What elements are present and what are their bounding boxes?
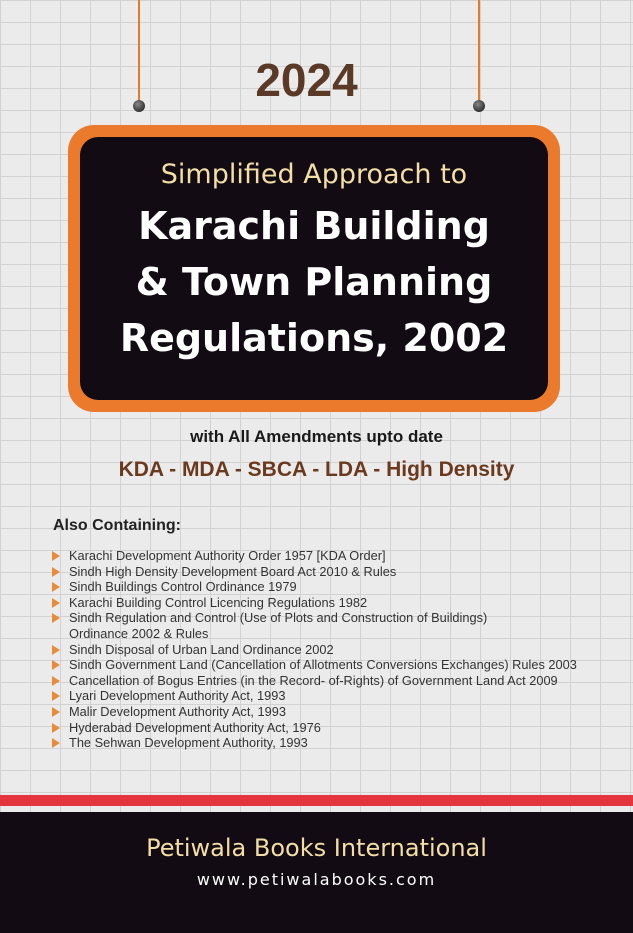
list-item (51, 579, 621, 595)
list-item (51, 720, 621, 736)
triangle-bullet-icon (52, 582, 60, 592)
list-item-text: Sindh Government Land (Cancellation of Allotments Conversions Exchanges) Rules 2003 (69, 657, 577, 673)
publisher-name: Petiwala Books International (146, 834, 487, 862)
list-item (51, 610, 621, 641)
title-board (68, 125, 560, 412)
list-item-text: Ordinance 2002 & Rules (69, 625, 209, 641)
edition-year: 2024 (255, 54, 358, 106)
list-item (51, 673, 621, 689)
publisher-website: www.petiwalabooks.com (196, 870, 437, 889)
board-subtitle: Simplified Approach to (160, 159, 468, 190)
triangle-bullet-icon (52, 691, 60, 701)
contents-list (51, 548, 621, 751)
list-item (51, 688, 621, 704)
book-title-line: Regulations, 2002 (119, 316, 509, 360)
list-item-text: Karachi Development Authority Order 1957 [KDA Order] (69, 548, 386, 563)
also-containing-heading: Also Containing: (53, 517, 181, 534)
list-item (51, 564, 621, 580)
amendments-note: with All Amendments upto date (190, 427, 443, 446)
agencies-line: KDA - MDA - SBCA - LDA - High Density (118, 458, 515, 481)
list-item (51, 642, 621, 658)
list-item (51, 735, 621, 751)
list-item (51, 548, 621, 564)
list-item (51, 595, 621, 611)
list-item-text: Karachi Building Control Licencing Regulations 1982 (69, 594, 368, 610)
list-item-text: Sindh Disposal of Urban Land Ordinance 2002 (69, 641, 334, 657)
triangle-bullet-icon (52, 613, 60, 623)
triangle-bullet-icon (52, 723, 60, 733)
list-item-text: Sindh High Density Development Board Act 2010 & Rules (69, 563, 397, 579)
triangle-bullet-icon (52, 676, 60, 686)
list-item-text: Malir Development Authority Act, 1993 (69, 703, 286, 719)
list-item-text: Sindh Buildings Control Ordinance 1979 (69, 579, 297, 595)
triangle-bullet-icon (52, 707, 60, 717)
book-title-line: & Town Planning (135, 260, 493, 304)
publisher-footer (0, 812, 633, 933)
triangle-bullet-icon (52, 645, 60, 655)
red-divider (0, 795, 633, 806)
list-item-text: The Sehwan Development Authority, 1993 (69, 735, 308, 751)
book-title-line: Karachi Building (138, 204, 490, 248)
triangle-bullet-icon (52, 551, 60, 561)
triangle-bullet-icon (52, 660, 60, 670)
triangle-bullet-icon (52, 738, 60, 748)
book-title (80, 198, 548, 366)
list-item-text: Lyari Development Authority Act, 1993 (69, 688, 286, 704)
triangle-bullet-icon (52, 567, 60, 577)
list-item-text: Cancellation of Bogus Entries (in the Record- of-Rights) of Government Land Act 2009 (69, 672, 558, 688)
title-board-inner (80, 137, 548, 400)
list-item-text: Sindh Regulation and Control (Use of Plots and Construction of Buildings) (69, 610, 488, 626)
triangle-bullet-icon (52, 598, 60, 608)
list-item (51, 704, 621, 720)
list-item-text: Hyderabad Development Authority Act, 1976 (69, 719, 321, 735)
list-item (51, 657, 621, 673)
